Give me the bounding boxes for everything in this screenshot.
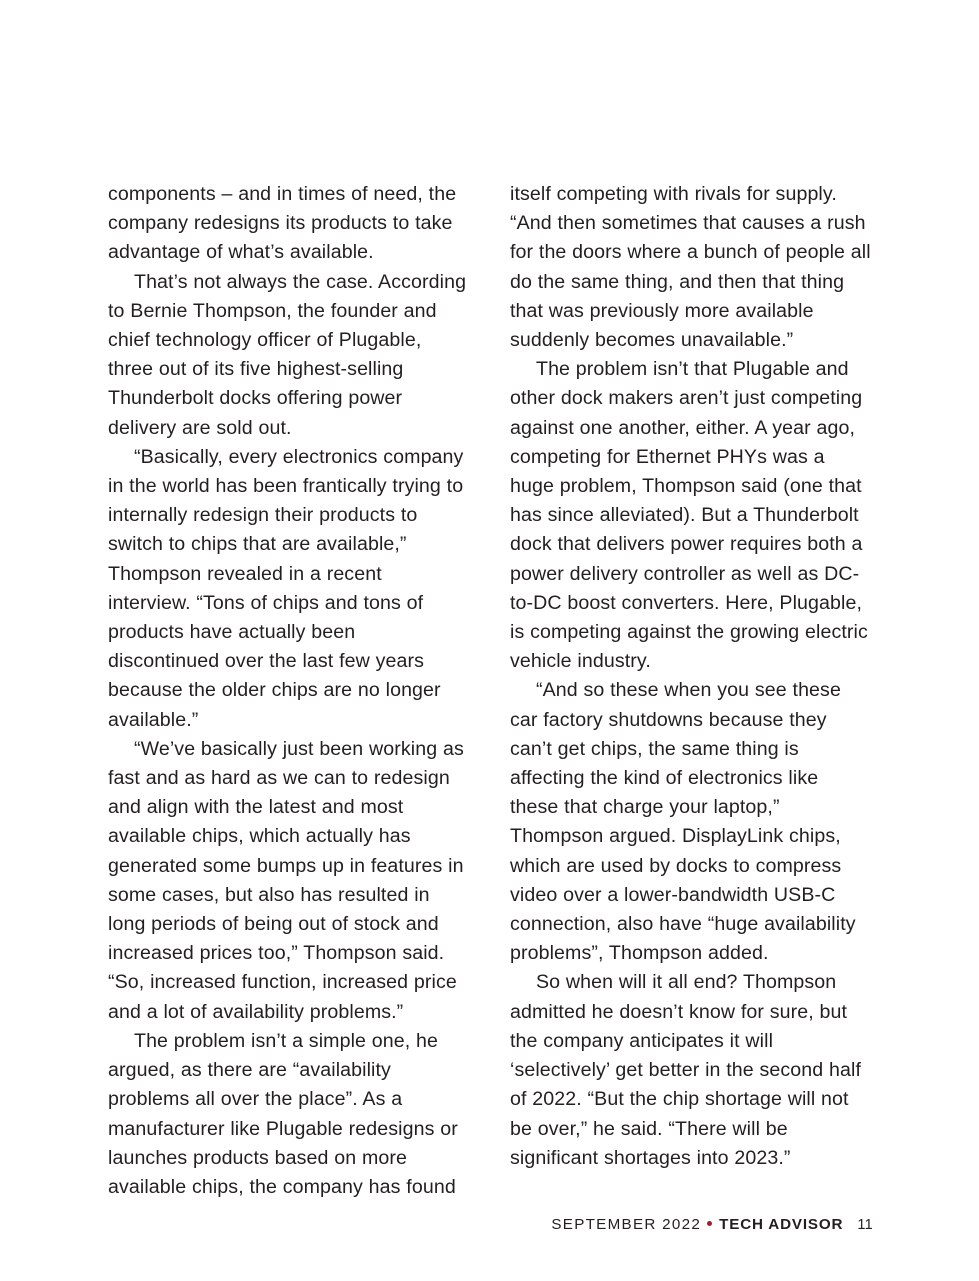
article-body — [108, 180, 873, 1202]
footer-issue-date: SEPTEMBER 2022 — [551, 1216, 702, 1233]
left-column — [108, 180, 470, 1202]
right-column — [510, 180, 872, 1173]
page-footer — [108, 1216, 873, 1233]
paragraph: That’s not always the case. According to Bernie Thompson, the founder and chief technology officer of Plugable, three out of its five highest-selling Thunderbolt docks offering power delivery are sold out. — [108, 270, 467, 439]
paragraph: So when will it all end? Thompson admitted he doesn’t know for sure, but the company anticipates it will ‘selectively’ get better in the second half of 2022. “But the chip shortage will not be over,” he said. “There will be significant shortages into 2023.” — [510, 971, 862, 1169]
paragraph: The problem isn’t a simple one, he argued, as there are “availability problems all over the place”. As a manufacturer like Plugable redesigns or launches products based on more available chips, the company has found — [108, 1029, 458, 1198]
paragraph: The problem isn’t that Plugable and other dock makers aren’t just competing against one another, either. A year ago, competing for Ethernet PHYs was a huge problem, Thompson said (one that has since alleviated). But a Thunderbolt dock that delivers power requires both a power delivery controller as well as DC-to-DC boost converters. Here, Plugable, is competing against the growing electric vehicle industry. — [510, 358, 868, 673]
paragraph: components – and in times of need, the company redesigns its products to take advantage of what’s available. — [108, 183, 457, 264]
paragraph: “Basically, every electronics company in the world has been frantically trying to internally redesign their products to switch to chips that are available,” Thompson revealed in a recent interview. “Tons of chips and tons of products have actually been discontinued over the last few years because the older chips are no longer available.” — [108, 445, 464, 731]
bullet-separator-icon — [707, 1221, 712, 1226]
paragraph: “We’ve basically just been working as fast and as hard as we can to redesign and align with the latest and most available chips, which actually has generated some bumps up in features in some cases, but also has resulted in long periods of being out of stock and increased prices too,” Thompson said. “So, increased function, increased price and a lot of availability problems.” — [108, 737, 464, 1023]
paragraph: itself competing with rivals for supply. “And then sometimes that causes a rush for the doors where a bunch of people all do the same thing, and then that thing that was previously more available suddenly becomes unavailable.” — [510, 183, 871, 352]
paragraph: “And so these when you see these car factory shutdowns because they can’t get chips, the same thing is affecting the kind of electronics like these that charge your laptop,” Thompson argued. DisplayLink chips, which are used by docks to compress video over a lower-bandwidth USB-C connection, also have “huge availability problems”, Thompson added. — [510, 679, 856, 965]
footer-brand: TECH ADVISOR — [719, 1216, 844, 1233]
page-number: 11 — [857, 1216, 873, 1233]
